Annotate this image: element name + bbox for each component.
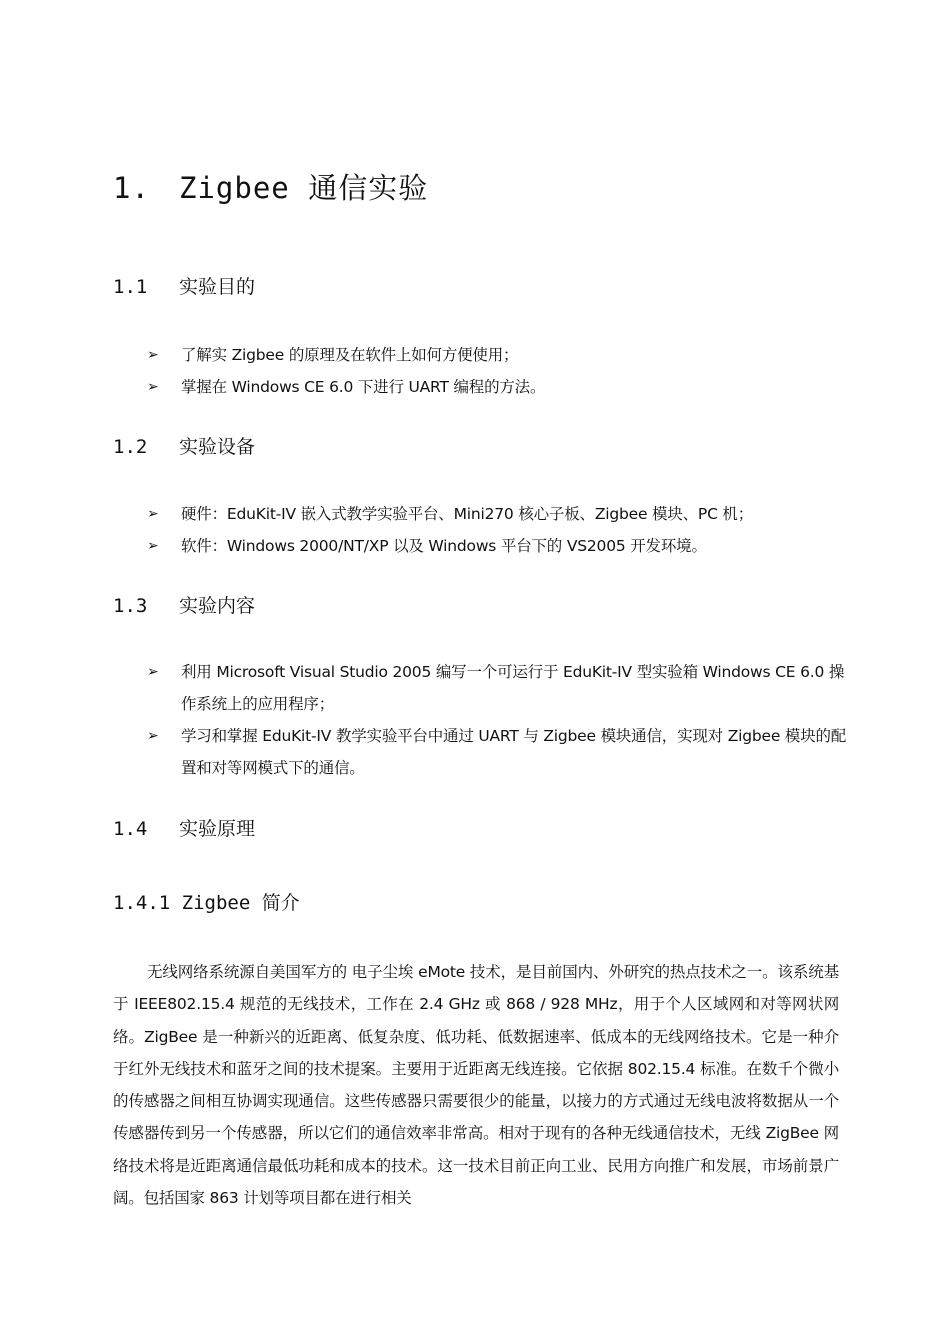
- list-item: ➢ 利用 Microsoft Visual Studio 2005 编写一个可运行于 EduKit-IV 型实验箱 Windows CE 6.0 操作系统上的应用程序；: [147, 656, 847, 720]
- section-title: 实验设备: [179, 436, 256, 458]
- section-title: 实验内容: [179, 595, 256, 617]
- section-heading-1-4: [113, 814, 255, 841]
- section-heading-1-2: [113, 432, 255, 459]
- bullet-list-equipment: [147, 498, 847, 562]
- arrow-bullet-icon: ➢: [147, 347, 159, 363]
- arrow-bullet-icon: ➢: [147, 538, 159, 554]
- arrow-bullet-icon: ➢: [147, 379, 159, 395]
- section-heading-1-3: [113, 591, 255, 618]
- body-paragraph: 无线网络系统源自美国军方的 电子尘埃 eMote 技术，是目前国内、外研究的热点技术之一。该系统基于 IEEE802.15.4 规范的无线技术，工作在 2.4 GHz 或 868 / 928 MHz，用于个人区域网和对等网状网络。ZigBee 是一种新兴的近距离、低复杂度、低功耗、低数据速率、低成本的无线网络技术。它是一种介于红外无线技术和蓝牙之间的技术提案。主要用于近距离无线连接。它依据 802.15.4 标准。在数千个微小的传感器之间相互协调实现通信。这些传感器只需要很少的能量，以接力的方式通过无线电波将数据从一个传感器传到另一个传感器，所以它们的通信效率非常高。相对于现有的各种无线通信技术，无线 ZigBee 网络技术将是近距离通信最低功耗和成本的技术。这一技术目前正向工业、民用方向推广和发展，市场前景广阔。包括国家 863 计划等项目都在进行相关: [113, 963, 839, 1208]
- chapter-number: 1.: [113, 171, 150, 205]
- chapter-heading: [113, 166, 428, 207]
- section-heading-1-1: [113, 272, 255, 299]
- subsection-heading-1-4-1: [113, 888, 300, 915]
- subsection-title: Zigbee 简介: [181, 892, 300, 914]
- list-item: ➢ 掌握在 Windows CE 6.0 下进行 UART 编程的方法。: [147, 371, 847, 403]
- bullet-list-purpose: [147, 339, 847, 403]
- section-number: 1.2: [113, 436, 148, 458]
- section-number: 1.3: [113, 595, 148, 617]
- arrow-bullet-icon: ➢: [147, 664, 159, 680]
- section-title: 实验目的: [179, 276, 256, 298]
- bullet-list-content: [147, 656, 847, 784]
- list-item: ➢ 软件：Windows 2000/NT/XP 以及 Windows 平台下的 VS2005 开发环境。: [147, 530, 847, 562]
- arrow-bullet-icon: ➢: [147, 728, 159, 744]
- chapter-title: Zigbee 通信实验: [179, 171, 429, 205]
- section-title: 实验原理: [179, 818, 256, 840]
- section-number: 1.4: [113, 818, 148, 840]
- list-item: ➢ 了解实 Zigbee 的原理及在软件上如何方便使用；: [147, 339, 847, 371]
- subsection-number: 1.4.1: [113, 892, 171, 914]
- arrow-bullet-icon: ➢: [147, 506, 159, 522]
- section-number: 1.1: [113, 276, 148, 298]
- list-item: ➢ 硬件：EduKit-IV 嵌入式教学实验平台、Mini270 核心子板、Zigbee 模块、PC 机；: [147, 498, 847, 530]
- list-item: ➢ 学习和掌握 EduKit-IV 教学实验平台中通过 UART 与 Zigbee 模块通信，实现对 Zigbee 模块的配置和对等网模式下的通信。: [147, 720, 847, 784]
